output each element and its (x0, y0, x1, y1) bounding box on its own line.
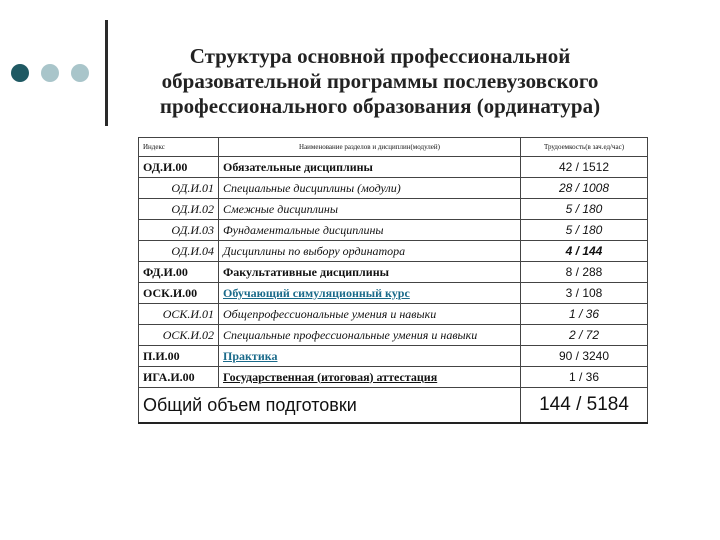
table-total-row (139, 388, 648, 424)
row-value: 90 / 3240 (521, 346, 648, 367)
row-name: Дисциплины по выбору ординатора (219, 241, 521, 262)
row-value: 5 / 180 (521, 199, 648, 220)
decor-dot-light (41, 64, 59, 82)
title-line: Структура основной профессиональной (189, 44, 571, 68)
table-row (139, 178, 648, 199)
table-row (139, 283, 648, 304)
row-code: ОСК.И.01 (139, 304, 219, 325)
decor-dot-light (71, 64, 89, 82)
header-index: Индекс (139, 138, 219, 157)
row-value: 2 / 72 (521, 325, 648, 346)
row-value: 8 / 288 (521, 262, 648, 283)
row-code: ОД.И.01 (139, 178, 219, 199)
decor-vertical-line (105, 20, 108, 126)
page-title (120, 44, 640, 119)
table-row (139, 241, 648, 262)
table-row (139, 262, 648, 283)
row-value: 1 / 36 (521, 367, 648, 388)
row-code: ФД.И.00 (139, 262, 219, 283)
decor-dots (11, 64, 91, 84)
table-row (139, 220, 648, 241)
row-value: 1 / 36 (521, 304, 648, 325)
row-name: Смежные дисциплины (219, 199, 521, 220)
row-code: ОД.И.00 (139, 157, 219, 178)
row-name-link[interactable]: Практика (219, 346, 521, 367)
row-code: ОСК.И.00 (139, 283, 219, 304)
row-name-link[interactable]: Обучающий симуляционный курс (219, 283, 521, 304)
row-code: ИГА.И.00 (139, 367, 219, 388)
row-name: Фундаментальные дисциплины (219, 220, 521, 241)
decor-dot-dark (11, 64, 29, 82)
row-value: 28 / 1008 (521, 178, 648, 199)
table-row (139, 325, 648, 346)
table-header-row (139, 138, 648, 157)
table-row (139, 367, 648, 388)
header-name: Наименование разделов и дисциплин(модулей) (219, 138, 521, 157)
row-code: ОД.И.02 (139, 199, 219, 220)
table-row (139, 157, 648, 178)
table-row (139, 199, 648, 220)
header-workload: Трудоемкость(в зач.ед/час) (521, 138, 648, 157)
row-name: Обязательные дисциплины (219, 157, 521, 178)
row-name: Специальные профессиональные умения и навыки (219, 325, 521, 346)
row-value: 42 / 1512 (521, 157, 648, 178)
title-line: образовательной программы послевузовского (161, 69, 599, 93)
row-value: 5 / 180 (521, 220, 648, 241)
table-row (139, 346, 648, 367)
row-name: Общепрофессиональные умения и навыки (219, 304, 521, 325)
row-name: Государственная (итоговая) аттестация (219, 367, 521, 388)
row-code: ОСК.И.02 (139, 325, 219, 346)
table-row (139, 304, 648, 325)
row-name: Специальные дисциплины (модули) (219, 178, 521, 199)
row-name: Факультативные дисциплины (219, 262, 521, 283)
row-value: 4 / 144 (521, 241, 648, 262)
program-structure-table (138, 137, 648, 424)
row-code: П.И.00 (139, 346, 219, 367)
row-code: ОД.И.04 (139, 241, 219, 262)
total-value: 144 / 5184 (521, 388, 648, 424)
total-label: Общий объем подготовки (139, 388, 521, 424)
row-value: 3 / 108 (521, 283, 648, 304)
row-code: ОД.И.03 (139, 220, 219, 241)
title-line: профессионального образования (ординатура) (159, 94, 601, 118)
